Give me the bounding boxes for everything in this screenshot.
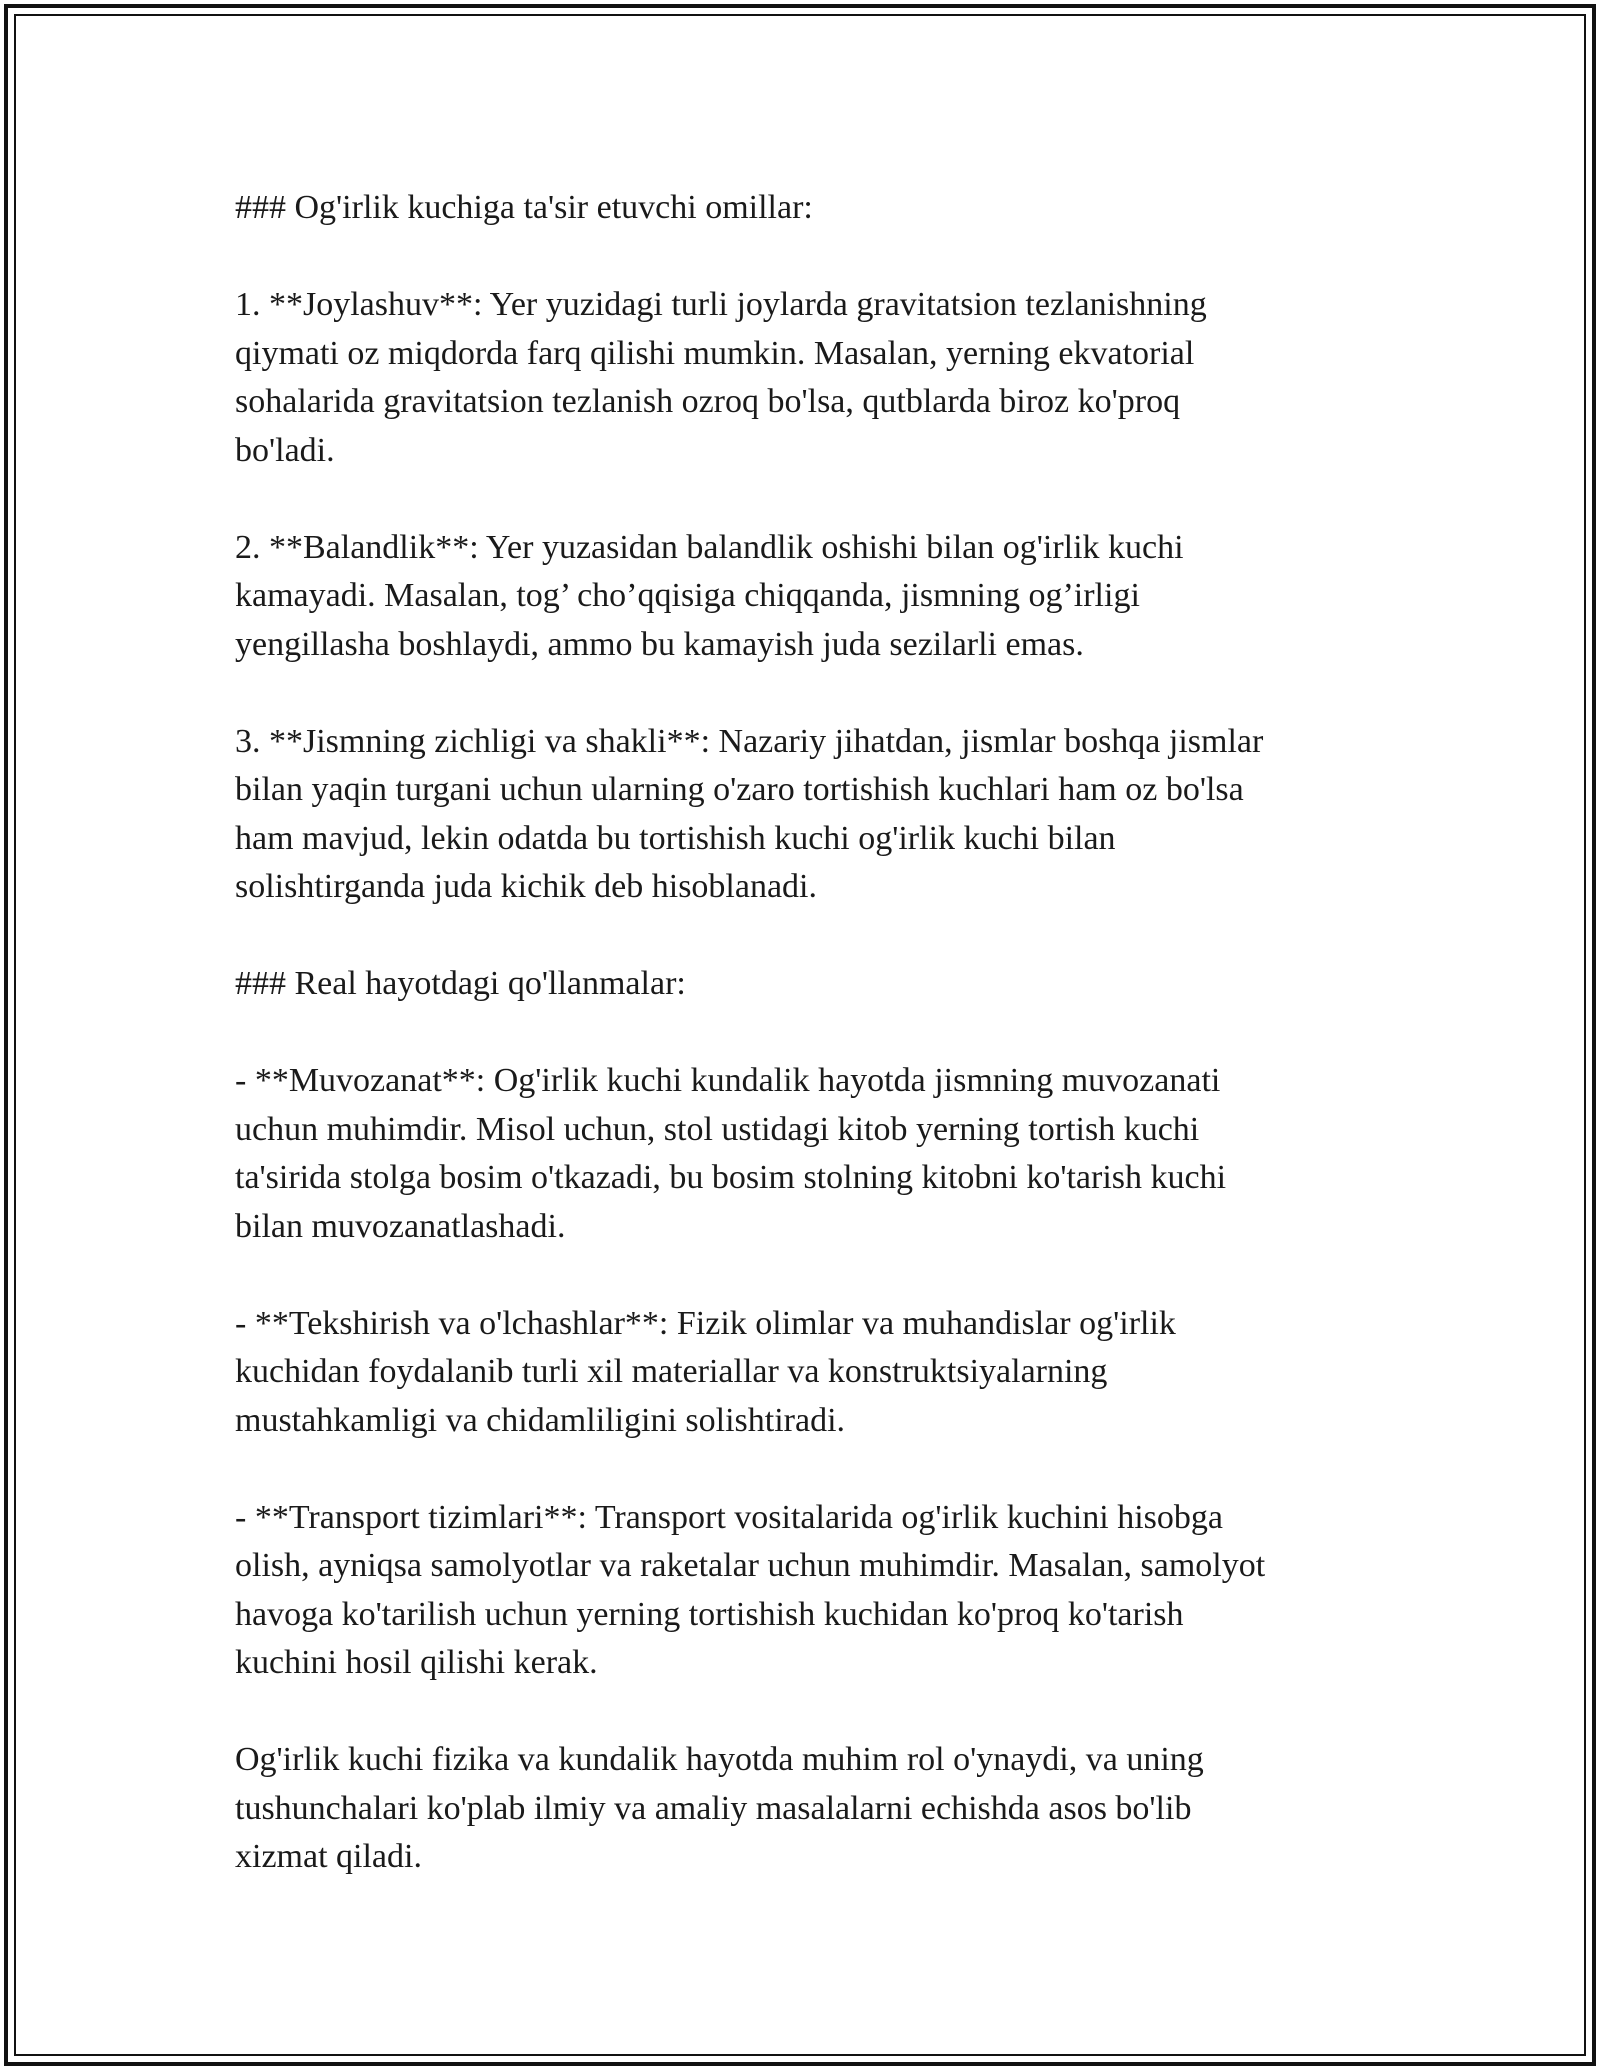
bullet-balance: - **Muvozanat**: Og'irlik kuchi kundalik hayotda jismning muvozanati uchun muhimdir. Misol uchun, stol ustidagi kitob yerning tortish kuchi ta'sirida stolga bosim o'tkazadi, bu bosim stolning kitobni ko'tarish kuchi bilan muvozanatlashadi. (235, 1062, 1227, 1245)
section-heading-applications: ### Real hayotdagi qo'llanmalar: (235, 965, 686, 1002)
list-item-density-shape: 3. **Jismning zichligi va shakli**: Nazariy jihatdan, jismlar boshqa jismlar bilan yaqin turgani uchun ularning o'zaro tortishish kuchlari ham oz bo'lsa ham mavjud, lekin odatda bu tortishish kuchi og'irlik kuchi bilan solishtirganda juda kichik deb hisoblanadi. (235, 722, 1264, 905)
document-body (235, 184, 1370, 1882)
bullet-testing: - **Tekshirish va o'lchashlar**: Fizik olimlar va muhandislar og'irlik kuchidan foydalanib turli xil materiallar va konstruktsiyalarning mustahkamligi va chidamliligini solishtiradi. (235, 1304, 1176, 1439)
bullet-transport: - **Transport tizimlari**: Transport vositalarida og'irlik kuchini hisobga olish, ayniqsa samolyotlar va raketalar uchun muhimdir. Masalan, samolyot havoga ko'tarilish uchun yerning tortishish kuchidan ko'proq ko'tarish kuchini hosil qilishi kerak. (235, 1498, 1266, 1681)
list-item-altitude: 2. **Balandlik**: Yer yuzasidan balandlik oshishi bilan og'irlik kuchi kamayadi. Masalan, tog’ cho’qqisiga chiqqanda, jismning og’irligi yengillasha boshlaydi, ammo bu kamayish juda sezilarli emas. (235, 528, 1184, 663)
conclusion-paragraph: Og'irlik kuchi fizika va kundalik hayotda muhim rol o'ynaydi, va uning tushunchalari ko'plab ilmiy va amaliy masalalarni echishda asos bo'lib xizmat qiladi. (235, 1741, 1204, 1875)
list-item-location: 1. **Joylashuv**: Yer yuzidagi turli joylarda gravitatsion tezlanishning qiymati oz miqdorda farq qilishi mumkin. Masalan, yerning ekvatorial sohalarida gravitatsion tezlanish ozroq bo'lsa, qutblarda biroz ko'proq bo'ladi. (235, 286, 1207, 469)
section-heading-factors: ### Og'irlik kuchiga ta'sir etuvchi omillar: (235, 189, 813, 226)
